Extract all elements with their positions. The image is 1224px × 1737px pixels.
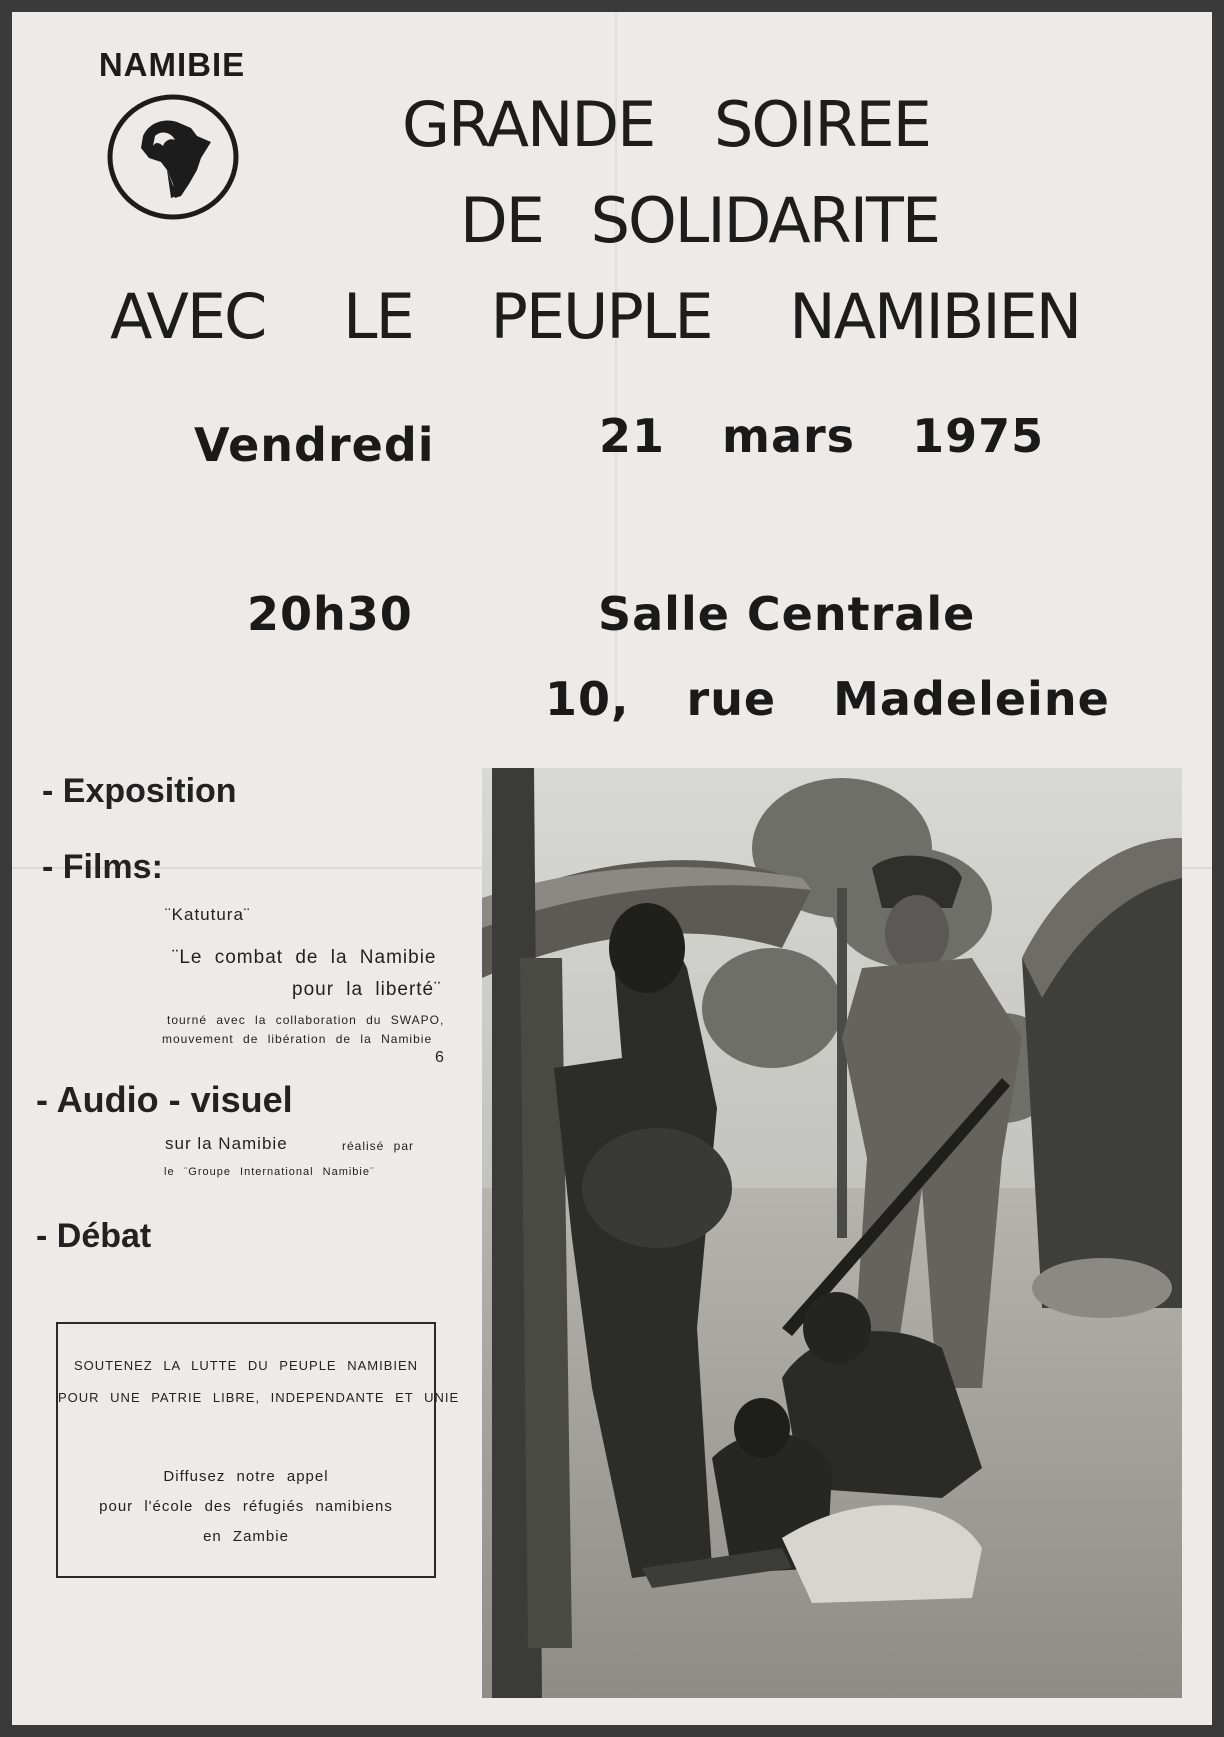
program-films: - Films: (42, 848, 163, 886)
program-audio-visuel: - Audio - visuel (36, 1079, 293, 1120)
title-line-1: GRANDE SOIREE (402, 88, 930, 161)
film-note-number: 6 (435, 1049, 444, 1066)
program-exposition: - Exposition (42, 772, 237, 810)
film-1-title: ¨Katutura¨ (165, 905, 251, 924)
appeal-box (56, 1322, 460, 1578)
title-line-2: DE SOLIDARITE (460, 184, 940, 257)
appeal-line-5: en Zambie (203, 1528, 289, 1545)
film-note-line-1: tourné avec la collaboration du SWAPO, (167, 1013, 445, 1027)
poster (12, 12, 1212, 1725)
film-2-title-line-1: ¨Le combat de la Namibie (172, 947, 437, 968)
appeal-line-2: POUR UNE PATRIE LIBRE, INDEPENDANTE ET UNIE (58, 1390, 460, 1405)
village-scene-photo (482, 768, 1182, 1698)
audio-credit-label: réalisé par (342, 1139, 415, 1153)
event-venue: Salle Centrale (598, 587, 976, 641)
event-address: 10, rue Madeleine (545, 672, 1110, 726)
logo-text: NAMIBIE (98, 46, 246, 83)
program-debat: - Débat (36, 1217, 152, 1255)
appeal-line-1: SOUTENEZ LA LUTTE DU PEUPLE NAMIBIEN (73, 1358, 419, 1373)
event-date: 21 mars 1975 (599, 409, 1045, 463)
audio-subtitle: sur la Namibie (165, 1134, 288, 1153)
event-day: Vendredi (194, 418, 435, 472)
film-note-line-2: mouvement de libération de la Namibie (162, 1032, 433, 1046)
event-time: 20h30 (247, 587, 413, 641)
audio-credit-group: le ¨Groupe International Namibie¨ (164, 1166, 375, 1178)
title-line-3: AVEC LE PEUPLE NAMIBIEN (110, 280, 1081, 353)
appeal-line-4: pour l'école des réfugiés namibiens (99, 1498, 393, 1515)
appeal-line-3: Diffusez notre appel (163, 1468, 329, 1485)
africa-torch-emblem-icon (105, 92, 241, 222)
film-2-title-line-2: pour la liberté¨ (292, 979, 442, 1000)
namibie-logo (72, 46, 272, 226)
